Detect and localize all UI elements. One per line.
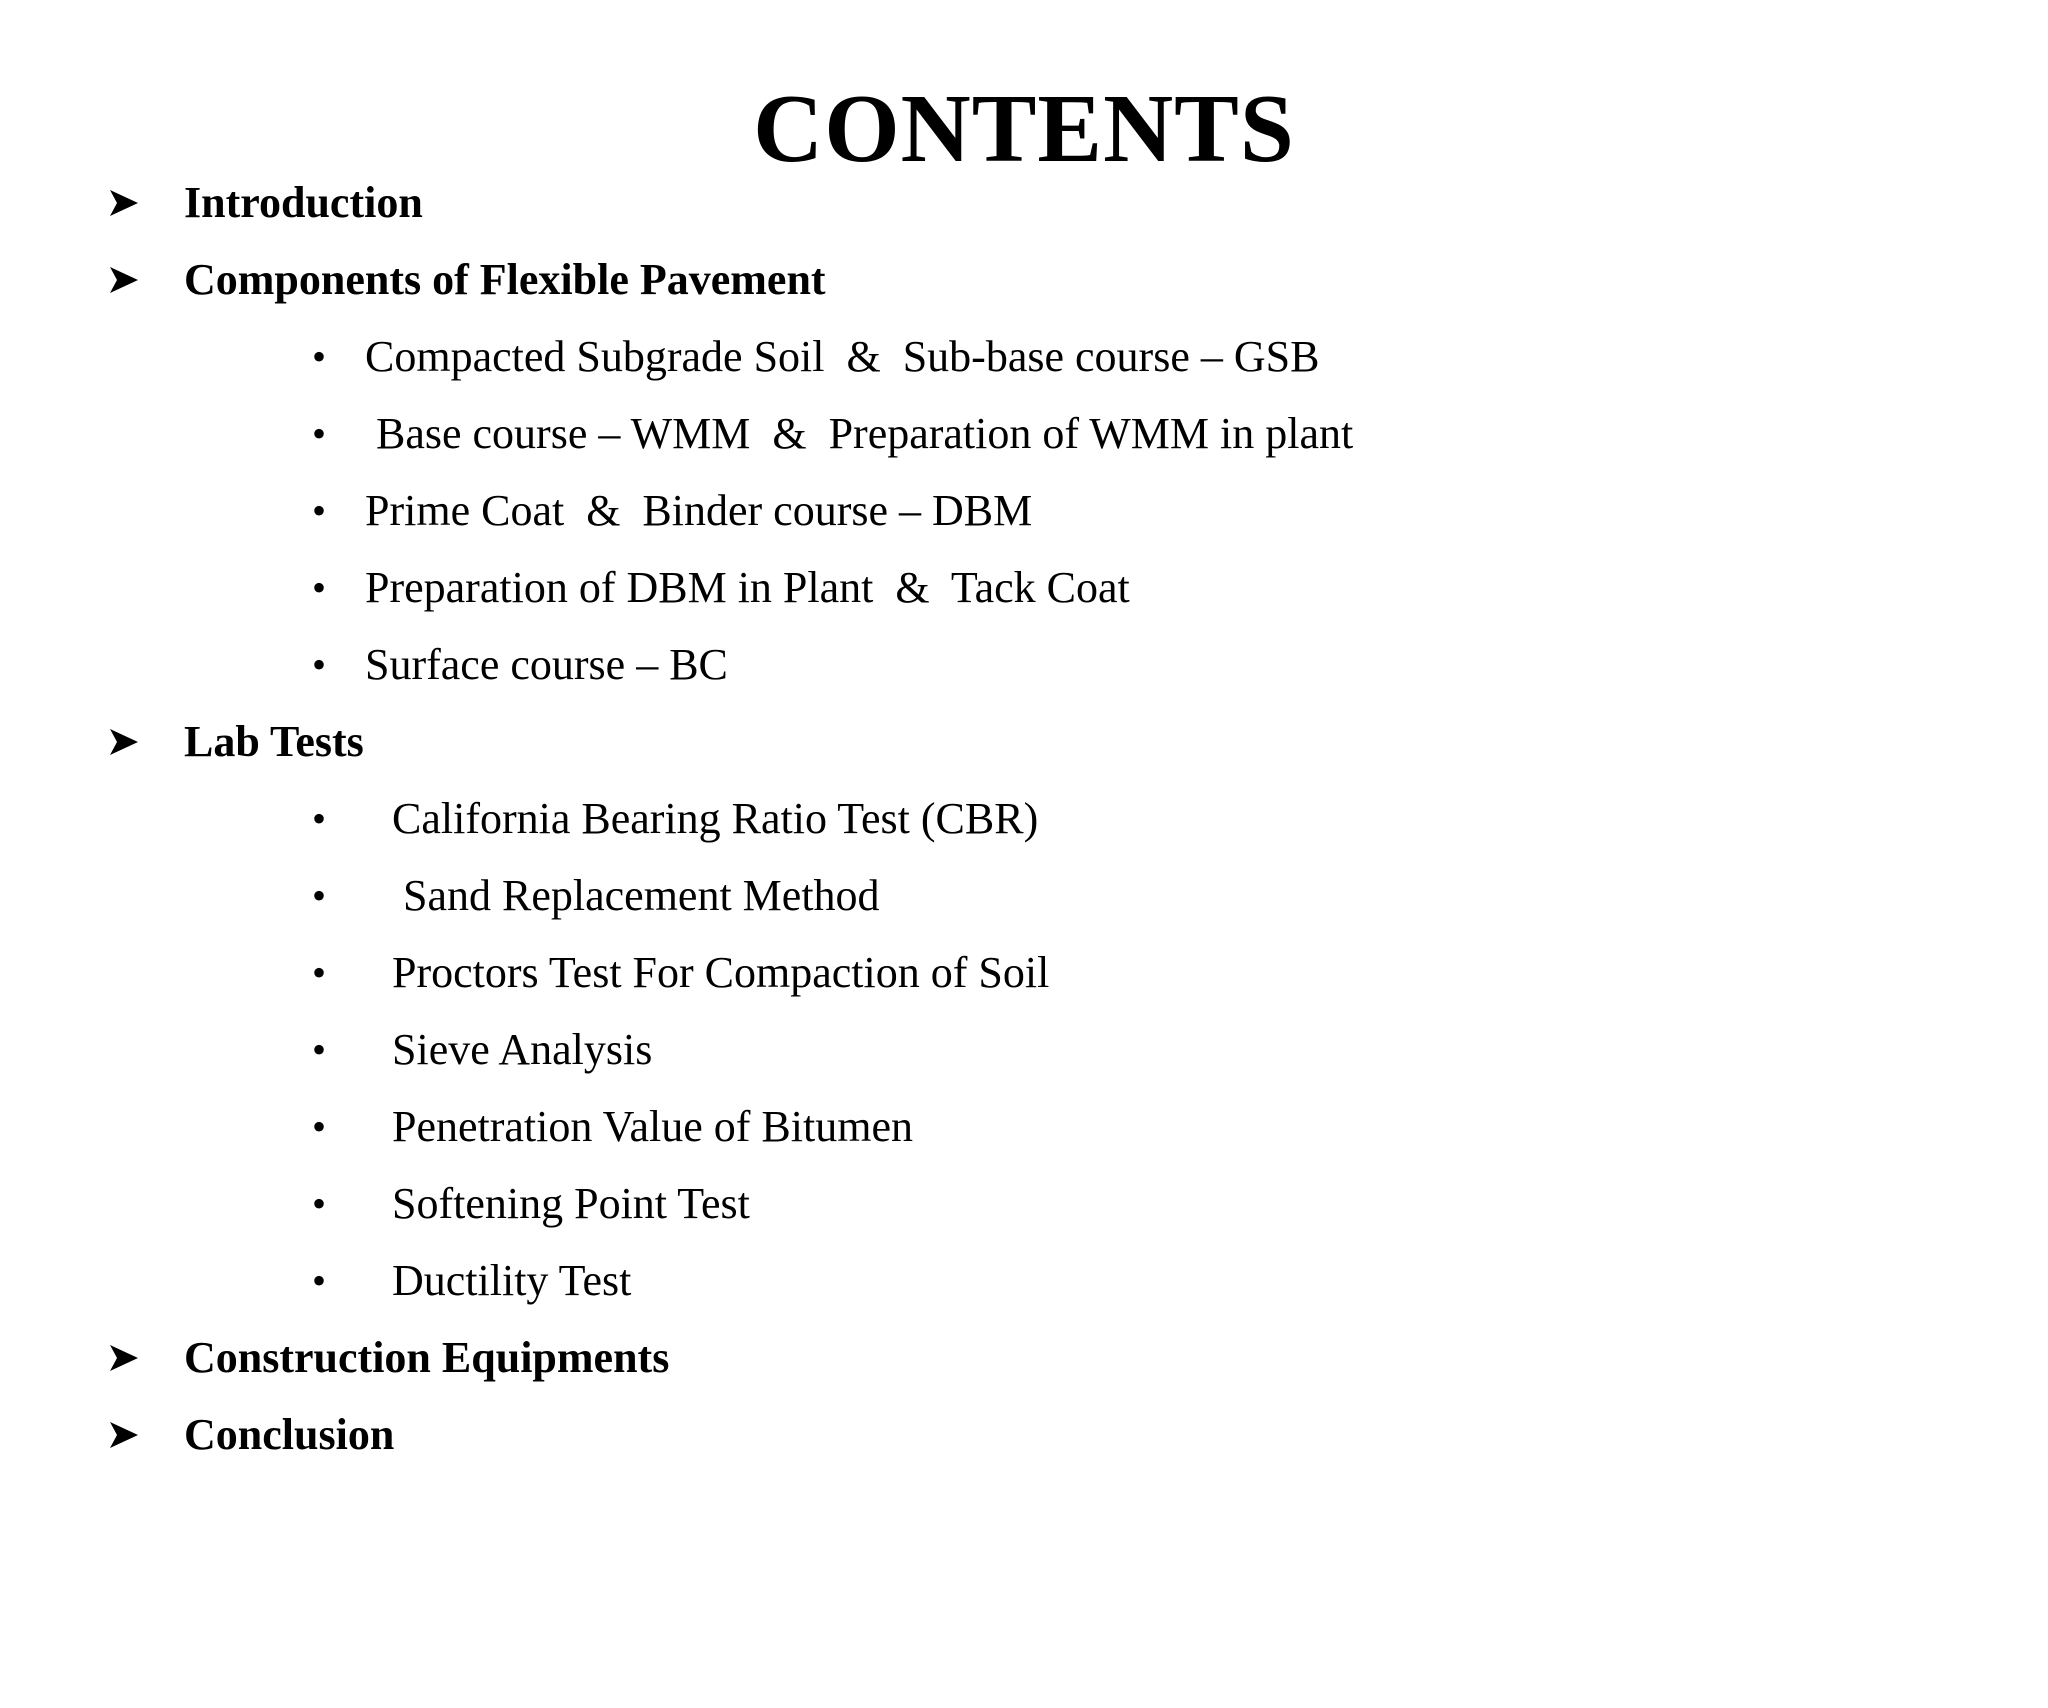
list-item-label: Prime Coat & Binder course – DBM (365, 486, 1033, 535)
bullet-dot-icon: • (312, 488, 327, 533)
list-item (0, 1165, 750, 1243)
arrow-bullet-icon (108, 1396, 152, 1474)
list-item (0, 395, 1354, 473)
bullet-dot-icon: • (312, 950, 327, 995)
section-construction-equipments (0, 1319, 670, 1397)
list-item (0, 934, 1050, 1012)
bullet-dot-icon: • (312, 565, 327, 610)
section-label: Components of Flexible Pavement (184, 255, 826, 304)
bullet-dot-icon: • (312, 1104, 327, 1149)
list-item (0, 549, 1130, 627)
list-item-label: Penetration Value of Bitumen (392, 1102, 913, 1151)
list-item (0, 1242, 632, 1320)
bullet-dot-icon: • (312, 1181, 327, 1226)
list-item (0, 472, 1033, 550)
bullet-dot-icon: • (312, 1027, 327, 1072)
list-item (0, 626, 728, 704)
list-item-label: Sieve Analysis (392, 1025, 653, 1074)
section-lab-tests (0, 703, 364, 781)
section-label: Introduction (184, 178, 423, 227)
list-item (0, 318, 1320, 396)
list-item-label: Base course – WMM & Preparation of WMM in plant (365, 409, 1354, 458)
arrow-bullet-icon (108, 1319, 152, 1397)
bullet-dot-icon: • (312, 411, 327, 456)
section-label: Construction Equipments (184, 1333, 670, 1382)
bullet-dot-icon: • (312, 642, 327, 687)
list-item-label: Sand Replacement Method (392, 871, 880, 920)
list-item (0, 780, 1039, 858)
list-item (0, 1088, 913, 1166)
list-item-label: Preparation of DBM in Plant & Tack Coat (365, 563, 1130, 612)
list-item-label: California Bearing Ratio Test (CBR) (392, 794, 1039, 843)
arrow-bullet-icon (108, 703, 152, 781)
list-item (0, 857, 880, 935)
page-title: CONTENTS (753, 75, 1295, 182)
list-item-label: Surface course – BC (365, 640, 728, 689)
bullet-dot-icon: • (312, 873, 327, 918)
section-label: Lab Tests (184, 717, 364, 766)
list-item-label: Ductility Test (392, 1256, 632, 1305)
arrow-bullet-icon (108, 241, 152, 319)
list-item-label: Proctors Test For Compaction of Soil (392, 948, 1050, 997)
list-item (0, 1011, 653, 1089)
section-components (0, 241, 826, 319)
bullet-dot-icon: • (312, 334, 327, 379)
bullet-dot-icon: • (312, 1258, 327, 1303)
section-introduction (0, 164, 423, 242)
list-item-label: Compacted Subgrade Soil & Sub-base course – GSB (365, 332, 1320, 381)
bullet-dot-icon: • (312, 796, 327, 841)
section-label: Conclusion (184, 1410, 395, 1459)
arrow-bullet-icon (108, 164, 152, 242)
list-item-label: Softening Point Test (392, 1179, 750, 1228)
section-conclusion (0, 1396, 395, 1474)
